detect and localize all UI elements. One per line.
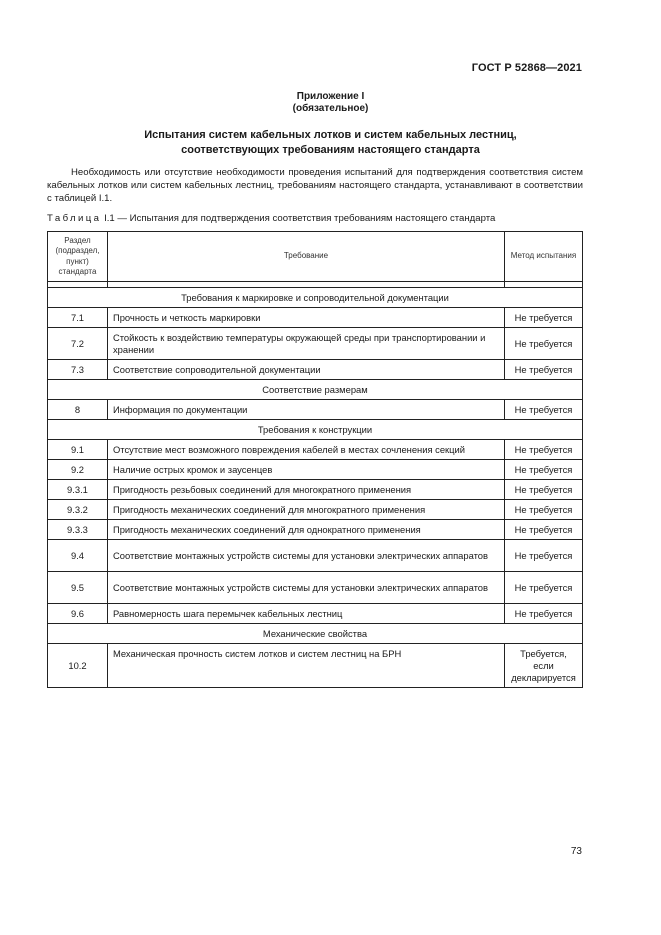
- cell-method: Не требуется: [504, 308, 582, 328]
- cell-requirement: Информация по документации: [107, 400, 504, 420]
- cell-section: 9.2: [48, 460, 108, 480]
- standard-number: ГОСТ Р 52868—2021: [471, 62, 582, 74]
- table-row: [48, 360, 583, 380]
- cell-method: Не требуется: [504, 500, 582, 520]
- cell-method: Не требуется: [504, 540, 582, 572]
- cell-method: Не требуется: [504, 572, 582, 604]
- cell-section: 7.3: [48, 360, 108, 380]
- cell-section: 9.3.1: [48, 480, 108, 500]
- group-marking: Требования к маркировке и сопроводительной документации: [48, 288, 583, 308]
- table-row: [48, 604, 583, 624]
- cell-requirement: Пригодность резьбовых соединений для многократного применения: [107, 480, 504, 500]
- cell-method: Не требуется: [504, 520, 582, 540]
- cell-method: Не требуется: [504, 480, 582, 500]
- table-row: [48, 328, 583, 360]
- cell-requirement: Пригодность механических соединений для многократного применения: [107, 500, 504, 520]
- cell-requirement: Соответствие монтажных устройств системы для установки электрических аппаратов: [107, 572, 504, 604]
- cell-section: 7.1: [48, 308, 108, 328]
- intro-paragraph: Необходимость или отсутствие необходимости проведения испытаний для подтверждения соответствия систем кабельных лотков или систем кабельных лестниц, требованиям настоящего стандарта, устанавливают в соответствии с таблицей I.1.: [47, 167, 583, 204]
- cell-method: Не требуется: [504, 440, 582, 460]
- cell-requirement: Стойкость к воздействию температуры окружающей среды при транспортировании и хранении: [107, 328, 504, 360]
- cell-method: Не требуется: [504, 400, 582, 420]
- cell-section: 10.2: [48, 644, 108, 688]
- table-row: [48, 520, 583, 540]
- table-row: [48, 400, 583, 420]
- table-row: [48, 500, 583, 520]
- cell-section: 7.2: [48, 328, 108, 360]
- table-row: [48, 460, 583, 480]
- group-row: [48, 288, 583, 308]
- cell-requirement: Механическая прочность систем лотков и систем лестниц на БРН: [107, 644, 504, 688]
- cell-method: Не требуется: [504, 360, 582, 380]
- table-row: [48, 308, 583, 328]
- appendix-title: Приложение I: [296, 91, 365, 102]
- appendix-status: (обязательное): [292, 103, 369, 114]
- cell-method: Требуется, если декларируется: [504, 644, 582, 688]
- cell-section: 9.3.2: [48, 500, 108, 520]
- group-row: [48, 624, 583, 644]
- table-row: [48, 572, 583, 604]
- group-row: [48, 420, 583, 440]
- cell-section: 8: [48, 400, 108, 420]
- cell-section: 9.5: [48, 572, 108, 604]
- cell-requirement: Наличие острых кромок и заусенцев: [107, 460, 504, 480]
- page-number: 73: [570, 846, 582, 857]
- table-row: [48, 540, 583, 572]
- requirements-table: [47, 231, 583, 688]
- header-requirement: Требование: [107, 232, 504, 282]
- cell-method: Не требуется: [504, 460, 582, 480]
- cell-requirement: Прочность и четкость маркировки: [107, 308, 504, 328]
- header-section: Раздел (подраздел, пункт) стандарта: [48, 232, 108, 282]
- table-caption-text: I.1 — Испытания для подтверждения соответствия требованиям настоящего стандарта: [104, 213, 496, 224]
- group-mechanical: Механические свойства: [48, 624, 583, 644]
- cell-requirement: Соответствие монтажных устройств системы для установки электрических аппаратов: [107, 540, 504, 572]
- cell-section: 9.1: [48, 440, 108, 460]
- section-title: [0, 128, 661, 158]
- section-title-line2: соответствующих требованиям настоящего стандарта: [181, 144, 480, 156]
- appendix-heading: [0, 91, 661, 115]
- group-row: [48, 380, 583, 400]
- table-caption: [47, 213, 495, 225]
- cell-section: 9.4: [48, 540, 108, 572]
- cell-method: Не требуется: [504, 328, 582, 360]
- table-row: [48, 480, 583, 500]
- group-construction: Требования к конструкции: [48, 420, 583, 440]
- cell-section: 9.3.3: [48, 520, 108, 540]
- cell-method: Не требуется: [504, 604, 582, 624]
- cell-requirement: Соответствие сопроводительной документации: [107, 360, 504, 380]
- table-row: [48, 440, 583, 460]
- cell-requirement: Пригодность механических соединений для однократного применения: [107, 520, 504, 540]
- cell-section: 9.6: [48, 604, 108, 624]
- group-dimensions: Соответствие размерам: [48, 380, 583, 400]
- section-title-line1: Испытания систем кабельных лотков и систем кабельных лестниц,: [144, 129, 517, 141]
- header-method: Метод испытания: [504, 232, 582, 282]
- cell-requirement: Отсутствие мест возможного повреждения кабелей в местах сочленения секций: [107, 440, 504, 460]
- table-header-row: [48, 232, 583, 282]
- cell-requirement: Равномерность шага перемычек кабельных лестниц: [107, 604, 504, 624]
- table-row: [48, 644, 583, 688]
- table-caption-prefix: Таблица: [47, 213, 102, 224]
